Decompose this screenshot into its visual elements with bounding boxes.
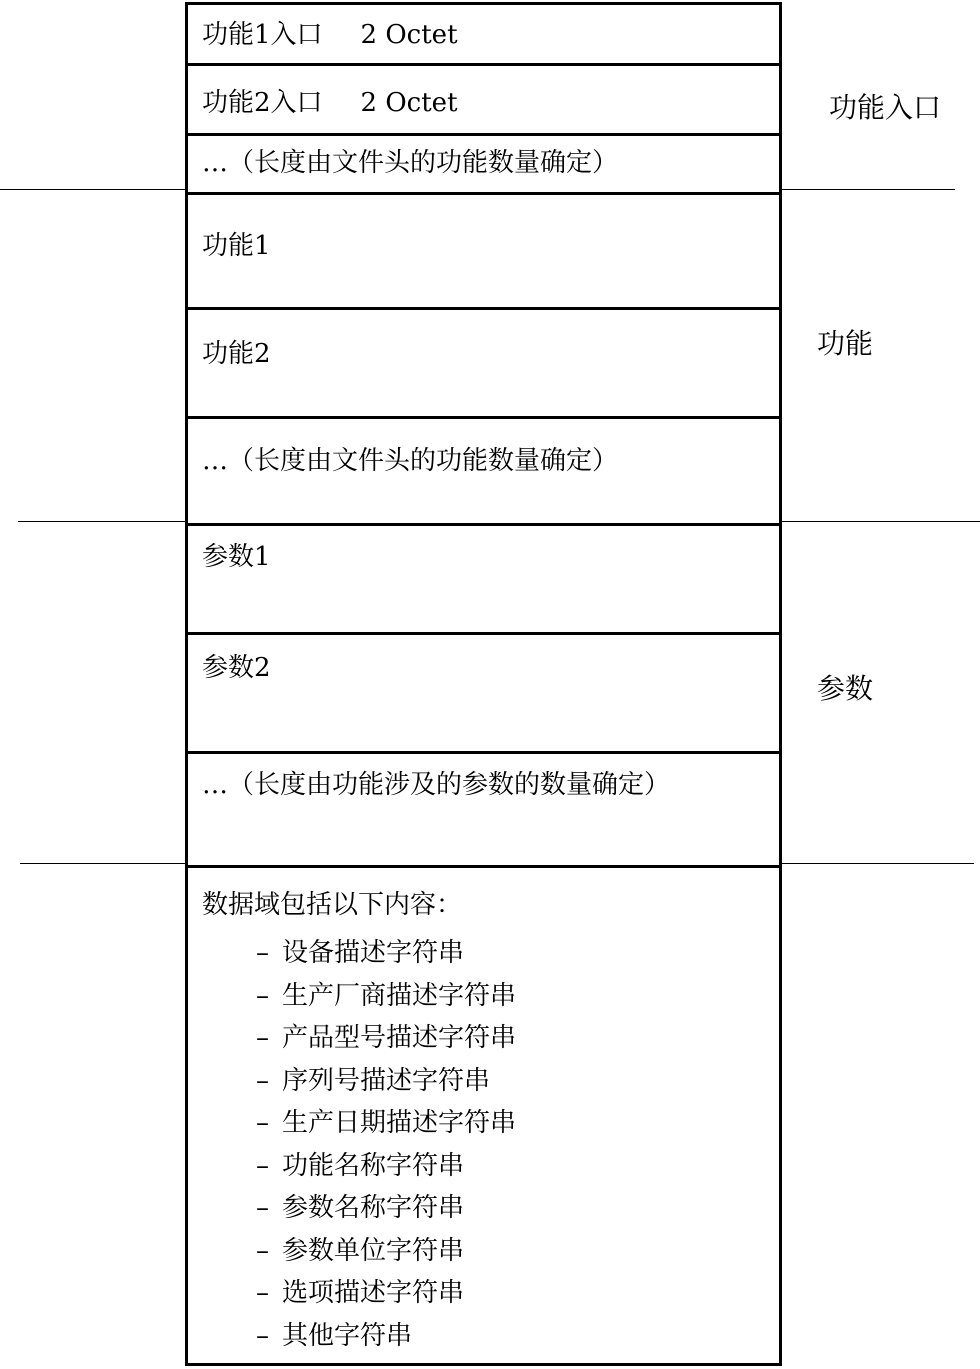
file-structure-box <box>185 2 782 1366</box>
function-row-more <box>188 416 779 523</box>
function-row-2-label: 功能2 <box>202 339 271 369</box>
function-row-1-label: 功能1 <box>202 231 271 261</box>
data-field-item: – 生产日期描述字符串 <box>256 1108 517 1138</box>
entry-row-more-label: …（长度由文件头的功能数量确定） <box>202 148 619 178</box>
function-row-more-label: …（长度由文件头的功能数量确定） <box>202 446 619 476</box>
data-field-item: – 其他字符串 <box>256 1320 413 1351</box>
data-field-section <box>188 865 779 1363</box>
entry-row-1 <box>188 5 779 63</box>
section-divider-entry-right <box>782 189 955 190</box>
data-field-heading: 数据域包括以下内容： <box>202 890 463 920</box>
data-field-item: – 设备描述字符串 <box>256 938 465 968</box>
section-divider-function-left <box>18 521 185 522</box>
entry-row-1-label: 功能1入口 <box>202 20 323 50</box>
data-field-item: – 参数单位字符串 <box>256 1235 465 1266</box>
parameter-row-1 <box>188 523 779 632</box>
entry-row-2 <box>188 63 779 133</box>
side-label-function: 功能 <box>817 327 874 360</box>
section-divider-parameter-left <box>20 863 185 864</box>
data-field-list <box>202 890 516 1357</box>
parameter-row-2-label: 参数2 <box>202 653 271 683</box>
data-field-item: – 功能名称字符串 <box>256 1150 465 1181</box>
entry-row-2-size: 2 Octet <box>360 88 458 118</box>
entry-row-2-label: 功能2入口 <box>202 88 323 118</box>
data-field-item: – 生产厂商描述字符串 <box>256 980 517 1011</box>
section-divider-entry-left <box>0 189 185 190</box>
entry-row-more <box>188 133 779 192</box>
data-field-item: – 选项描述字符串 <box>256 1278 465 1308</box>
entry-row-1-size: 2 Octet <box>360 20 458 50</box>
side-label-entry: 功能入口 <box>829 91 942 124</box>
function-row-2 <box>188 307 779 416</box>
function-row-1 <box>188 192 779 307</box>
parameter-row-2 <box>188 632 779 751</box>
parameter-row-1-label: 参数1 <box>202 542 271 572</box>
side-label-parameter: 参数 <box>817 672 874 705</box>
data-field-item: – 参数名称字符串 <box>256 1193 465 1223</box>
data-field-item: – 序列号描述字符串 <box>256 1065 491 1096</box>
section-divider-parameter-right <box>782 863 974 864</box>
section-divider-function-right <box>782 521 980 522</box>
parameter-row-more <box>188 751 779 865</box>
data-field-item: – 产品型号描述字符串 <box>256 1023 517 1053</box>
parameter-row-more-label: …（长度由功能涉及的参数的数量确定） <box>202 770 671 800</box>
